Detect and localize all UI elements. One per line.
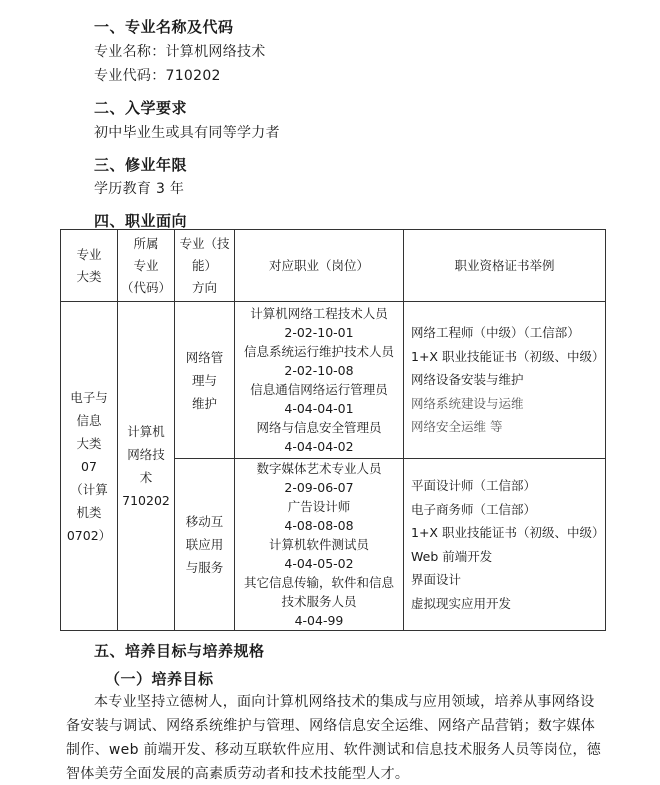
section-3-title: 三、修业年限: [94, 156, 188, 174]
study-duration: 学历教育 3 年: [94, 181, 185, 197]
section-4-title: 四、职业面向: [94, 212, 188, 230]
table-row: [61, 302, 606, 459]
major-code: 专业代码：710202: [94, 68, 221, 84]
owning-major-cell: 计算机 网络技 术 710202: [118, 302, 175, 631]
jobs-cell: 计算机网络工程技术人员 2-02-10-01 信息系统运行维护技术人员 2-02-10-08 信息通信网络运行管理员 4-04-04-01 网络与信息安全管理员 4-04-04-02: [235, 302, 404, 459]
section-2-title: 二、入学要求: [94, 99, 188, 117]
goal-line: 本专业坚持立德树人，面向计算机网络技术的集成与应用领域，培养从事网络设: [94, 694, 595, 710]
certs-cell: 网络工程师（中级）（工信部） 1+X 职业技能证书（初级、中级） 网络设备安装与维护 网络系统建设与运维 网络安全运维 等: [404, 302, 606, 459]
goal-line: 备安装与调试、网络系统维护与管理、网络信息安全运维、网络产品营销；数字媒体: [66, 718, 596, 734]
header-jobs: 对应职业（岗位）: [235, 230, 404, 302]
header-owning-major: 所属 专业 （代码）: [118, 230, 175, 302]
jobs-cell: 数字媒体艺术专业人员 2-09-06-07 广告设计师 4-08-08-08 计算机软件测试员 4-04-05-02 其它信息传输，软件和信息 技术服务人员 4-04-99: [235, 459, 404, 631]
goal-line: 智体美劳全面发展的高素质劳动者和技术技能型人才。: [66, 766, 410, 782]
goal-paragraph: [66, 690, 614, 785]
career-orientation-table: [60, 229, 606, 631]
subsection-goal-title: （一）培养目标: [105, 670, 214, 688]
direction-cell: 移动互 联应用 与服务: [175, 459, 235, 631]
direction-cell: 网络管 理与 维护: [175, 302, 235, 459]
header-category: 专业 大类: [61, 230, 118, 302]
category-cell: 电子与 信息 大类 07 （计算 机类 0702）: [61, 302, 118, 631]
certs-cell: 平面设计师（工信部） 电子商务师（工信部） 1+X 职业技能证书（初级、中级） Web 前端开发 界面设计 虚拟现实应用开发: [404, 459, 606, 631]
header-certs: 职业资格证书举例: [404, 230, 606, 302]
section-5-title: 五、培养目标与培养规格: [94, 642, 265, 660]
section-1-title: 一、专业名称及代码: [94, 18, 234, 36]
table-header-row: [61, 230, 606, 302]
major-name: 专业名称：计算机网络技术: [94, 44, 266, 60]
entry-requirement: 初中毕业生或具有同等学力者: [94, 125, 280, 141]
header-direction: 专业（技 能） 方向: [175, 230, 235, 302]
goal-line: 制作、web 前端开发、移动互联软件应用、软件测试和信息技术服务人员等岗位，德: [66, 742, 602, 758]
